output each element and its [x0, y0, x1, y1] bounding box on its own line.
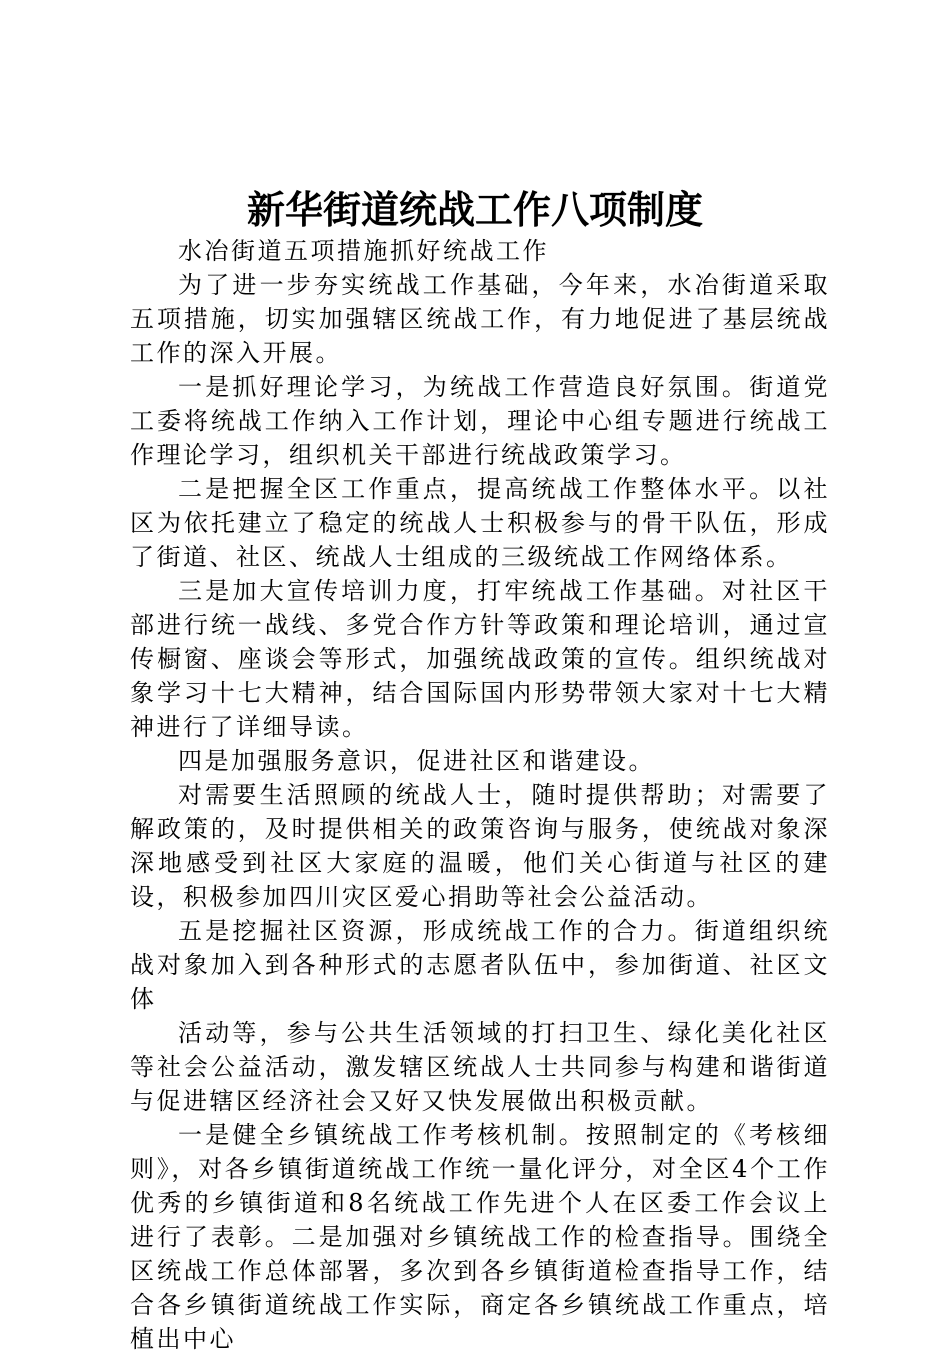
- paragraph-measure-3: 三是加大宣传培训力度，打牢统战工作基础。对社区干部进行统一战线、多党合作方针等政策和理论培训，通过宣传橱窗、座谈会等形式，加强统战政策的宣传。组织统战对象学习十七大精神，结合国际国内形势带领大家对十七大精神进行了详细导读。: [130, 577, 830, 741]
- paragraph-measure-5: 五是挖掘社区资源，形成统战工作的合力。街道组织统战对象加入到各种形式的志愿者队伍中，参加街道、社区文体: [130, 917, 830, 1013]
- paragraph-measure-4: 四是加强服务意识，促进社区和谐建设。: [178, 747, 655, 775]
- paragraph-measure-4-detail: 对需要生活照顾的统战人士，随时提供帮助；对需要了解政策的，及时提供相关的政策咨询与服务，使统战对象深深地感受到社区大家庭的温暖，他们关心街道与社区的建设，积极参加四川灾区爱心捐助等社会公益活动。: [130, 781, 830, 911]
- paragraph-subtitle: 水冶街道五项措施抓好统战工作: [178, 237, 549, 265]
- paragraph-measure-1: 一是抓好理论学习，为统战工作营造良好氛围。街道党工委将统战工作纳入工作计划，理论中心组专题进行统战工作理论学习，组织机关干部进行统战政策学习。: [130, 373, 830, 469]
- paragraph-assessment: 一是健全乡镇统战工作考核机制。按照制定的《考核细则》，对各乡镇街道统战工作统一量化评分，对全区4个工作优秀的乡镇街道和8名统战工作先进个人在区委工作会议上进行了表彰。二是加强对乡镇统战工作的检查指导。围绕全区统战工作总体部署，多次到各乡镇街道检查指导工作，结合各乡镇街道统战工作实际，商定各乡镇统战工作重点，培植出中心: [130, 1121, 830, 1353]
- paragraph-measure-5-continued: 活动等，参与公共生活领域的打扫卫生、绿化美化社区等社会公益活动，激发辖区统战人士共同参与构建和谐街道与促进辖区经济社会又好又快发展做出积极贡献。: [130, 1019, 830, 1115]
- paragraph-measure-2: 二是把握全区工作重点，提高统战工作整体水平。以社区为依托建立了稳定的统战人士积极参与的骨干队伍，形成了街道、社区、统战人士组成的三级统战工作网络体系。: [130, 475, 830, 571]
- document-body: [130, 234, 830, 1356]
- paragraph-intro: 为了进一步夯实统战工作基础，今年来，水冶街道采取五项措施，切实加强辖区统战工作，有力地促进了基层统战工作的深入开展。: [130, 271, 830, 367]
- document-title: 新华街道统战工作八项制度: [246, 187, 703, 232]
